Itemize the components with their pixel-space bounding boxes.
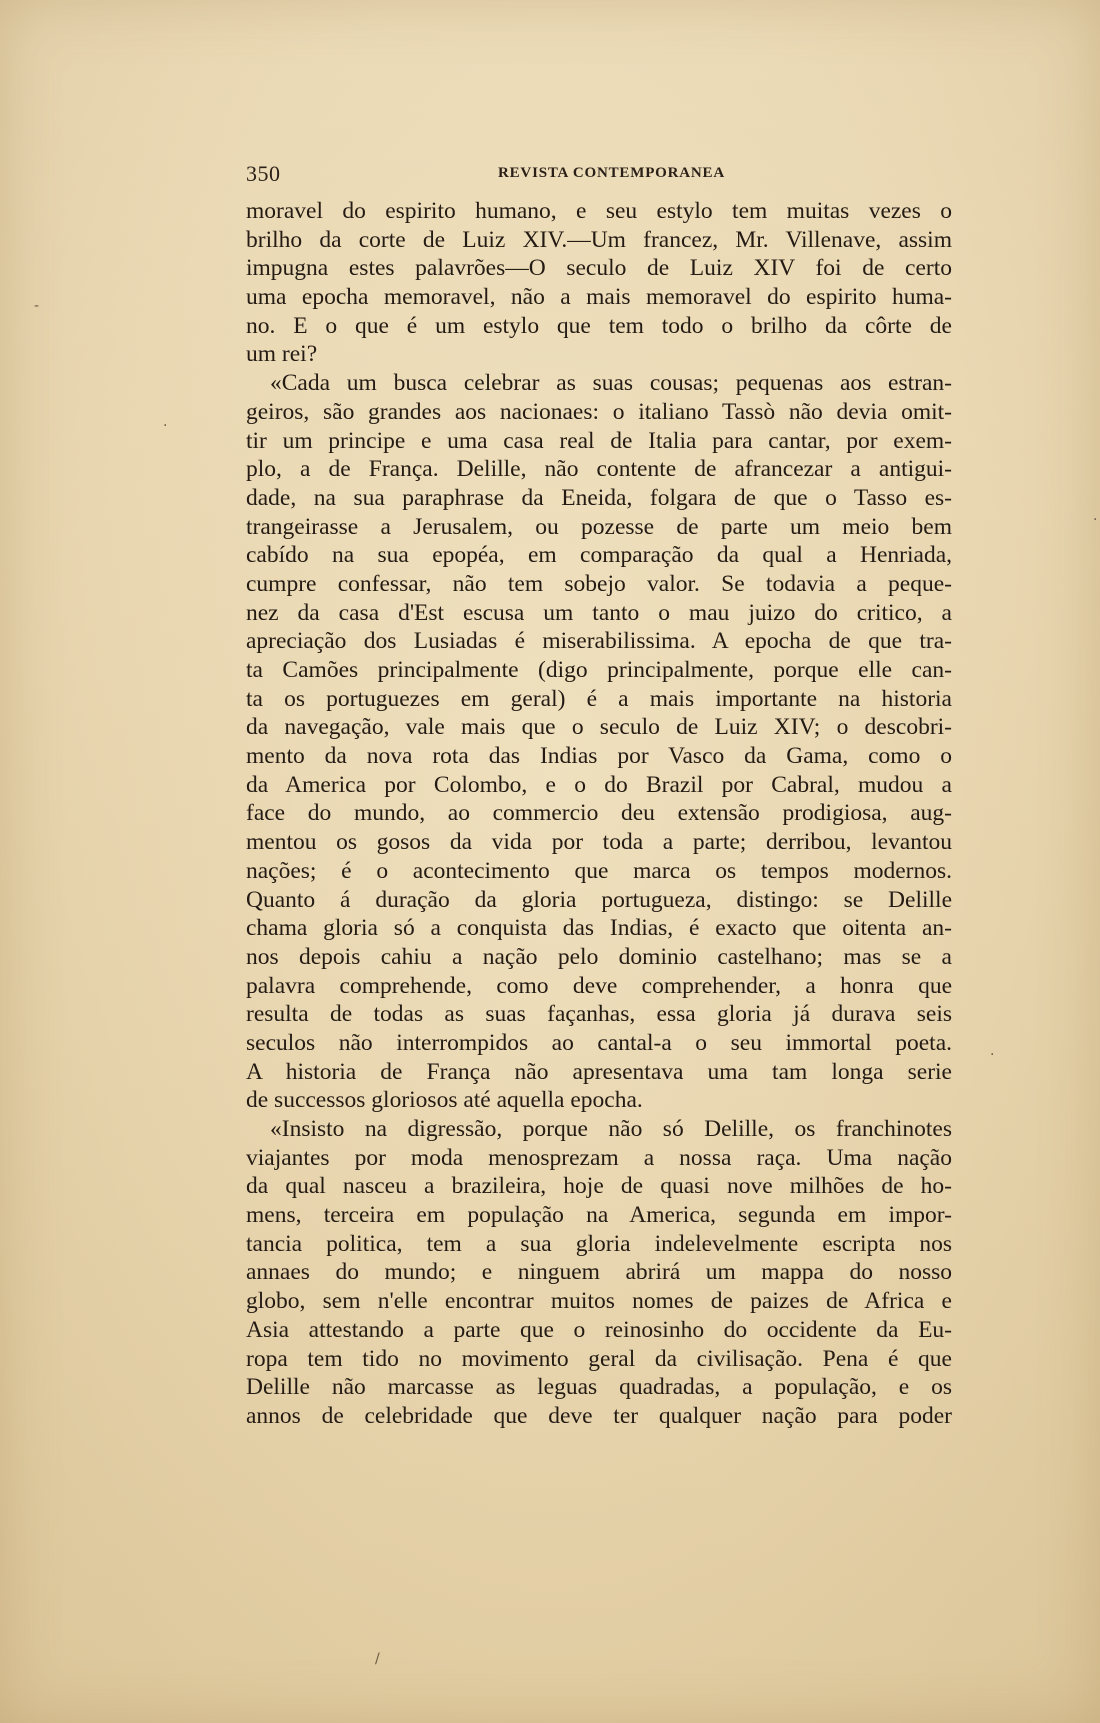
paragraph-start-line: «Insisto na digressão, porque não só Delille, os franchinotes — [270, 1116, 952, 1142]
paragraph-start-line: «Cada um busca celebrar as suas cousas; pequenas aos estran- — [270, 370, 952, 397]
text-line: nações; é o acontecimento que marca os tempos modernos. — [246, 857, 952, 884]
text-line: uma epocha memoravel, não a mais memoravel do espirito huma- — [246, 284, 952, 311]
margin-speck: · — [163, 418, 168, 434]
text-line: de successos gloriosos até aquella epocha. — [246, 1087, 643, 1114]
page-header — [246, 161, 952, 187]
text-line: Delille não marcasse as leguas quadradas, a população, e os — [246, 1374, 952, 1401]
margin-speck: · — [990, 1047, 995, 1063]
text-line: ropa tem tido no movimento geral da civilisação. Pena é que — [246, 1345, 952, 1372]
running-title: REVISTA CONTEMPORANEA — [498, 165, 725, 181]
margin-speck: / — [375, 1651, 380, 1667]
page-number: 350 — [246, 161, 281, 186]
text-line: ta os portuguezes em geral) é a mais importante na historia — [246, 685, 952, 712]
text-line: dade, na sua paraphrase da Eneida, folgara de que o Tasso es- — [246, 484, 952, 511]
text-line: annaes do mundo; e ninguem abrirá um mappa do nosso — [246, 1259, 952, 1286]
text-line: seculos não interrompidos ao cantal-a o seu immortal poeta. — [246, 1029, 952, 1056]
text-line: impugna estes palavrões—O seculo de Luiz XIV foi de certo — [246, 255, 952, 282]
text-line: um rei? — [246, 341, 318, 368]
text-line: da qual nasceu a brazileira, hoje de quasi nove milhões de ho- — [246, 1173, 952, 1200]
text-line: resulta de todas as suas façanhas, essa gloria já durava seis — [246, 1001, 952, 1028]
text-line: Quanto á duração da gloria portugueza, distingo: se Delille — [246, 886, 952, 913]
text-line: tir um principe e uma casa real de Italia para cantar, por exem- — [246, 427, 952, 454]
text-line: A historia de França não apresentava uma tam longa serie — [246, 1058, 952, 1085]
text-line: mentou os gosos da vida por toda a parte; derribou, levantou — [246, 829, 952, 856]
text-line: mento da nova rota das Indias por Vasco da Gama, como o — [246, 743, 952, 770]
text-line: trangeirasse a Jerusalem, ou pozesse de parte um meio bem — [246, 513, 952, 540]
margin-speck: · — [1093, 512, 1098, 528]
text-line: face do mundo, ao commercio deu extensão prodigiosa, aug- — [246, 800, 952, 827]
text-line: brilho da corte de Luiz XIV.—Um francez, Mr. Villenave, assim — [246, 226, 952, 253]
text-line: Asia attestando a parte que o reinosinho do occidente da Eu- — [246, 1316, 952, 1343]
text-line: viajantes por moda menosprezam a nossa raça. Uma nação — [246, 1144, 952, 1171]
text-line: tancia politica, tem a sua gloria indelevelmente escripta nos — [246, 1230, 952, 1257]
text-line: da America por Colombo, e o do Brazil por Cabral, mudou a — [246, 771, 952, 798]
margin-speck: - — [34, 298, 40, 314]
text-line: nez da casa d'Est escusa um tanto o mau juizo do critico, a — [246, 599, 952, 626]
text-line: mens, terceira em população na America, segunda em impor- — [246, 1202, 952, 1229]
text-line: chama gloria só a conquista das Indias, é exacto que oitenta an- — [246, 915, 952, 942]
body-text — [246, 197, 952, 1431]
text-line: apreciação dos Lusiadas é miserabilissima. A epocha de que tra- — [246, 628, 952, 655]
text-line: da navegação, vale mais que o seculo de Luiz XIV; o descobri- — [246, 714, 952, 741]
text-line: cumpre confessar, não tem sobejo valor. Se todavia a peque- — [246, 570, 952, 597]
text-line: ta Camões principalmente (digo principalmente, porque elle can- — [246, 657, 952, 683]
text-line: no. E o que é um estylo que tem todo o brilho da côrte de — [246, 312, 952, 339]
text-line: nos depois cahiu a nação pelo dominio castelhano; mas se a — [246, 943, 952, 970]
text-line: plo, a de França. Delille, não contente de afrancezar a antigui- — [246, 456, 952, 483]
text-line: annos de celebridade que deve ter qualquer nação para poder — [246, 1402, 952, 1429]
text-line: globo, sem n'elle encontrar muitos nomes de paizes de Africa e — [246, 1288, 952, 1315]
text-line: cabído na sua epopéa, em comparação da qual a Henriada, — [246, 542, 952, 569]
text-line: moravel do espirito humano, e seu estylo tem muitas vezes o — [246, 198, 952, 224]
text-line: palavra comprehende, como deve comprehender, a honra que — [246, 972, 952, 999]
text-line: geiros, são grandes aos nacionaes: o italiano Tassò não devia omit- — [246, 398, 952, 425]
